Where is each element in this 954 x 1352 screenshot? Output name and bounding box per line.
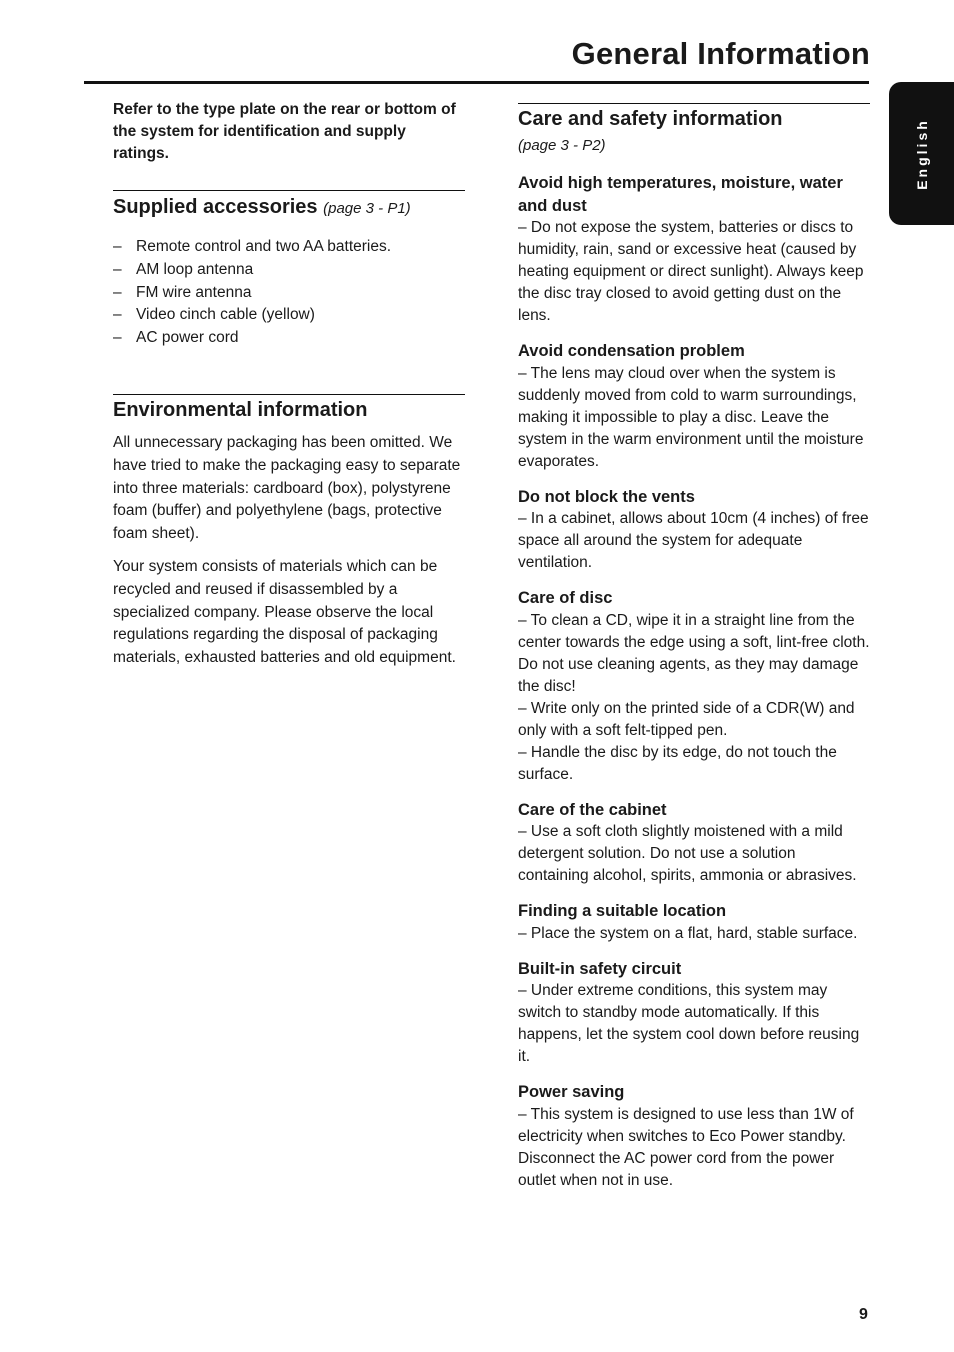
care-item: – Use a soft cloth slightly moistened with a mild detergent solution. Do not use a solution containing alcohol, spirits, ammonia or abrasives. [518, 823, 857, 884]
care-item: – Write only on the printed side of a CDR(W) and only with a soft felt-tipped pen. [518, 699, 855, 739]
care-item: – This system is designed to use less than 1W of electricity when switches to Eco Power standby. Disconnect the AC power cord from the power outlet when not in use. [518, 1105, 854, 1189]
care-subsection-title: Built-in safety circuit [518, 959, 682, 978]
accessories-page-ref: (page 3 - P1) [323, 200, 411, 217]
care-subsection-title: Avoid condensation problem [518, 342, 745, 360]
care-subsection [518, 340, 870, 473]
language-tab [889, 82, 954, 225]
care-subsection-title: Finding a suitable location [518, 902, 727, 920]
care-item: – To clean a CD, wipe it in a straight line from the center towards the edge using a soft, lint-free cloth. Do not use cleaning agents, as they may damage the disc! [518, 611, 870, 695]
care-item: – In a cabinet, allows about 10cm (4 inches) of free space all around the system for adequate ventilation. [518, 510, 869, 571]
care-page-ref: (page 3 - P2) [518, 137, 606, 154]
accessory-item: – AC power cord [113, 327, 465, 350]
care-subsection [518, 587, 870, 786]
care-subsection [518, 799, 870, 888]
care-heading: Care and safety information [518, 108, 783, 130]
care-subsection [518, 1081, 870, 1192]
care-subsection-title: Avoid high temperatures, moisture, water and dust [518, 174, 843, 215]
care-item: – The lens may cloud over when the system is suddenly moved from cold to warm surroundings, making it impossible to play a disc. Leave the system in the warm environment until the moisture evaporates. [518, 364, 864, 470]
intro-text: Refer to the type plate on the rear or bottom of the system for identification and supply ratings. [113, 101, 456, 162]
accessory-item: – Remote control and two AA batteries. [113, 236, 465, 259]
title-rule [84, 81, 869, 84]
accessories-heading-text: Supplied accessories [113, 196, 318, 218]
page-title: General Information [571, 36, 870, 71]
care-subsection [518, 958, 870, 1069]
care-item: – Do not expose the system, batteries or discs to humidity, rain, sand or excessive heat (caused by heating equipment or direct sunlight). Always keep the disc tray closed to avoid getting dust on the lens. [518, 219, 864, 324]
environment-paragraph: Your system consists of materials which can be recycled and reused if disassembled by a specialized company. Please observe the local regulations regarding the disposal of packaging materials, exhausted batteries and old equipment. [113, 557, 456, 667]
care-subsections [518, 172, 870, 1192]
accessory-item: – Video cinch cable (yellow) [113, 304, 465, 327]
care-subsection [518, 486, 870, 575]
language-tab-label: English [913, 117, 930, 190]
care-subsection-title: Power saving [518, 1083, 625, 1101]
accessories-section [113, 190, 465, 350]
care-item: – Handle the disc by its edge, do not touch the surface. [518, 743, 837, 783]
environment-heading: Environmental information [113, 398, 368, 421]
care-subsection [518, 900, 870, 945]
right-column [518, 99, 870, 1205]
care-subsection-title: Care of disc [518, 589, 613, 607]
accessories-list [113, 236, 465, 350]
care-subsection-title: Do not block the vents [518, 487, 695, 506]
care-item: – Place the system on a flat, hard, stable surface. [518, 924, 858, 942]
page-number: 9 [859, 1306, 868, 1323]
accessories-heading [113, 194, 465, 222]
environment-section [113, 394, 465, 670]
care-subsection-title: Care of the cabinet [518, 800, 667, 819]
care-subsection [518, 172, 870, 327]
accessory-item: – FM wire antenna [113, 282, 465, 305]
accessory-item: – AM loop antenna [113, 259, 465, 282]
care-item: – Under extreme conditions, this system may switch to standby mode automatically. If this happens, let the system cool down before reusing it. [518, 982, 860, 1065]
care-section [518, 103, 870, 1192]
environment-body [113, 432, 465, 670]
environment-paragraph: All unnecessary packaging has been omitted. We have tried to make the packaging easy to separate into three materials: cardboard (box), polystyrene foam (buffer) and polyethylene (bags, protective foam sheet). [113, 433, 461, 543]
left-column [113, 99, 465, 680]
